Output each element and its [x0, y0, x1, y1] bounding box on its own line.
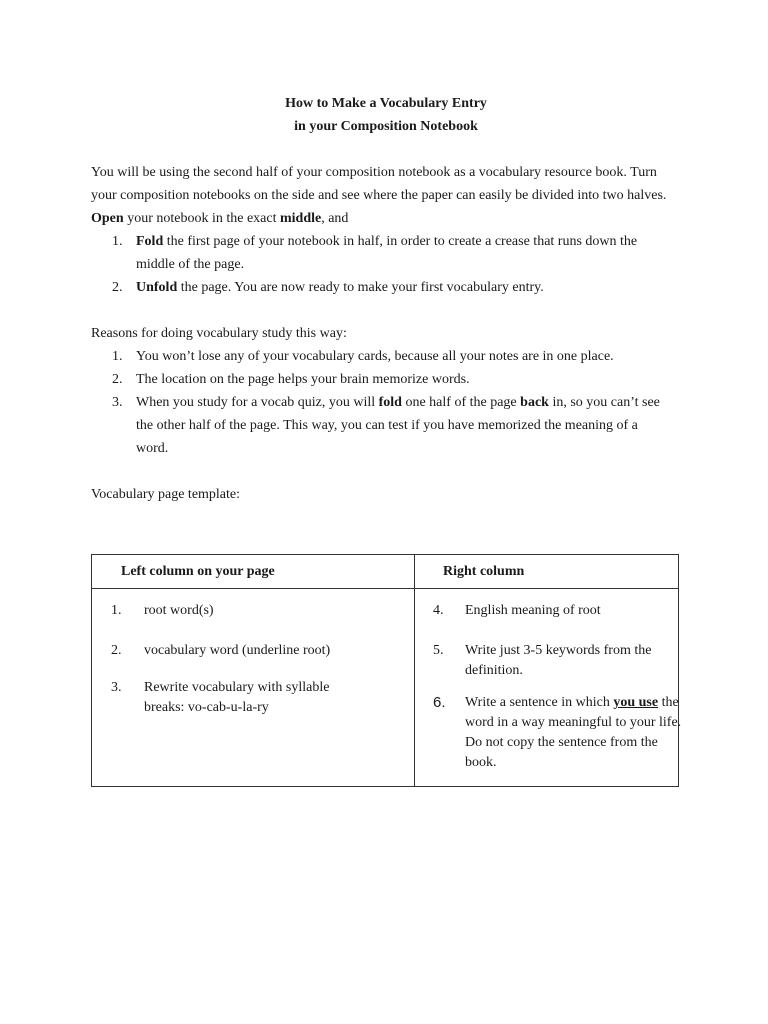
step-number: 1. — [112, 234, 123, 249]
right-column-cell — [415, 589, 682, 787]
item-text — [465, 601, 601, 621]
step-text: the first page of your notebook in half, in order to create a crease that runs down the — [163, 234, 638, 249]
item-line: Write a sentence in which — [465, 695, 614, 710]
step-number: 2. — [112, 280, 123, 295]
intro-paragraph — [91, 161, 679, 230]
step-text: the page. You are now ready to make your first vocabulary entry. — [177, 280, 544, 295]
list-item — [91, 230, 681, 276]
document-page — [91, 92, 681, 506]
item-text — [465, 693, 681, 773]
item-number: 2. — [111, 643, 122, 658]
item-text — [144, 601, 214, 621]
reasons-list — [91, 345, 681, 460]
item-line: word in a way meaningful to your life. — [465, 715, 682, 730]
intro-text-2: your notebook in the exact — [123, 211, 280, 226]
intro-text-3: , and — [321, 211, 349, 226]
item-line: vocabulary word (underline root) — [144, 643, 331, 658]
intro-middle-bold: middle — [279, 211, 322, 226]
table-header-row — [92, 555, 679, 589]
item-line: definition. — [465, 663, 523, 678]
table-row — [92, 589, 679, 787]
reason-text-cont: word. — [136, 441, 169, 456]
list-item — [91, 276, 681, 299]
item-line: English meaning of root — [465, 603, 601, 618]
list-item — [91, 368, 681, 391]
item-number: 5. — [433, 643, 444, 658]
reason-back-bold: back — [520, 395, 549, 410]
reason-text: The location on the page helps your brain memorize words. — [136, 372, 470, 387]
steps-list — [91, 230, 681, 299]
reason-number: 3. — [112, 395, 123, 410]
step-bold: Unfold — [136, 280, 178, 295]
item-line: Rewrite vocabulary with syllable — [144, 680, 330, 695]
reason-text: one half of the page — [401, 395, 521, 410]
item-line: root word(s) — [144, 603, 214, 618]
title-line-2: in your Composition Notebook — [294, 119, 478, 134]
left-column-cell — [92, 589, 415, 787]
document-title — [91, 92, 681, 138]
item-number: 3. — [111, 680, 122, 695]
item-number: 6. — [433, 694, 446, 711]
item-line: Do not copy the sentence from the — [465, 735, 658, 750]
vocabulary-template-table — [91, 554, 682, 787]
reasons-heading: Reasons for doing vocabulary study this way: — [91, 326, 347, 341]
reason-text: in, so you can’t see — [548, 395, 660, 410]
reason-number: 2. — [112, 372, 123, 387]
item-number: 1. — [111, 603, 122, 618]
item-text — [144, 678, 329, 718]
list-item — [91, 345, 681, 368]
reason-fold-bold: fold — [378, 395, 402, 410]
item-line: Write just 3-5 keywords from the — [465, 643, 652, 658]
item-text — [144, 641, 330, 661]
reason-text: When you study for a vocab quiz, you will — [136, 395, 379, 410]
item-line: the — [658, 695, 679, 710]
step-bold: Fold — [136, 234, 164, 249]
reason-number: 1. — [112, 349, 123, 364]
left-column-header: Left column on your page — [92, 555, 415, 589]
template-label: Vocabulary page template: — [91, 487, 241, 502]
item-bold-you-use: you use — [613, 695, 659, 710]
step-text-cont: middle of the page. — [136, 257, 245, 272]
intro-text-1: You will be using the second half of your composition notebook as a vocabulary resource book. Turn your composition notebooks on the side and see where the paper can easily be divided into two halves. — [91, 165, 667, 203]
reason-text: You won’t lose any of your vocabulary cards, because all your notes are in one place. — [136, 349, 614, 364]
reason-text-cont: the other half of the page. This way, you can test if you have memorized the meaning of a — [136, 418, 638, 433]
item-text — [465, 641, 651, 681]
intro-open-bold: Open — [91, 211, 124, 226]
item-number: 4. — [433, 603, 444, 618]
item-line: breaks: vo-cab-u-la-ry — [144, 700, 269, 715]
title-line-1: How to Make a Vocabulary Entry — [285, 96, 487, 111]
list-item — [91, 391, 681, 460]
right-column-header: Right column — [415, 555, 679, 589]
item-line: book. — [465, 755, 497, 770]
